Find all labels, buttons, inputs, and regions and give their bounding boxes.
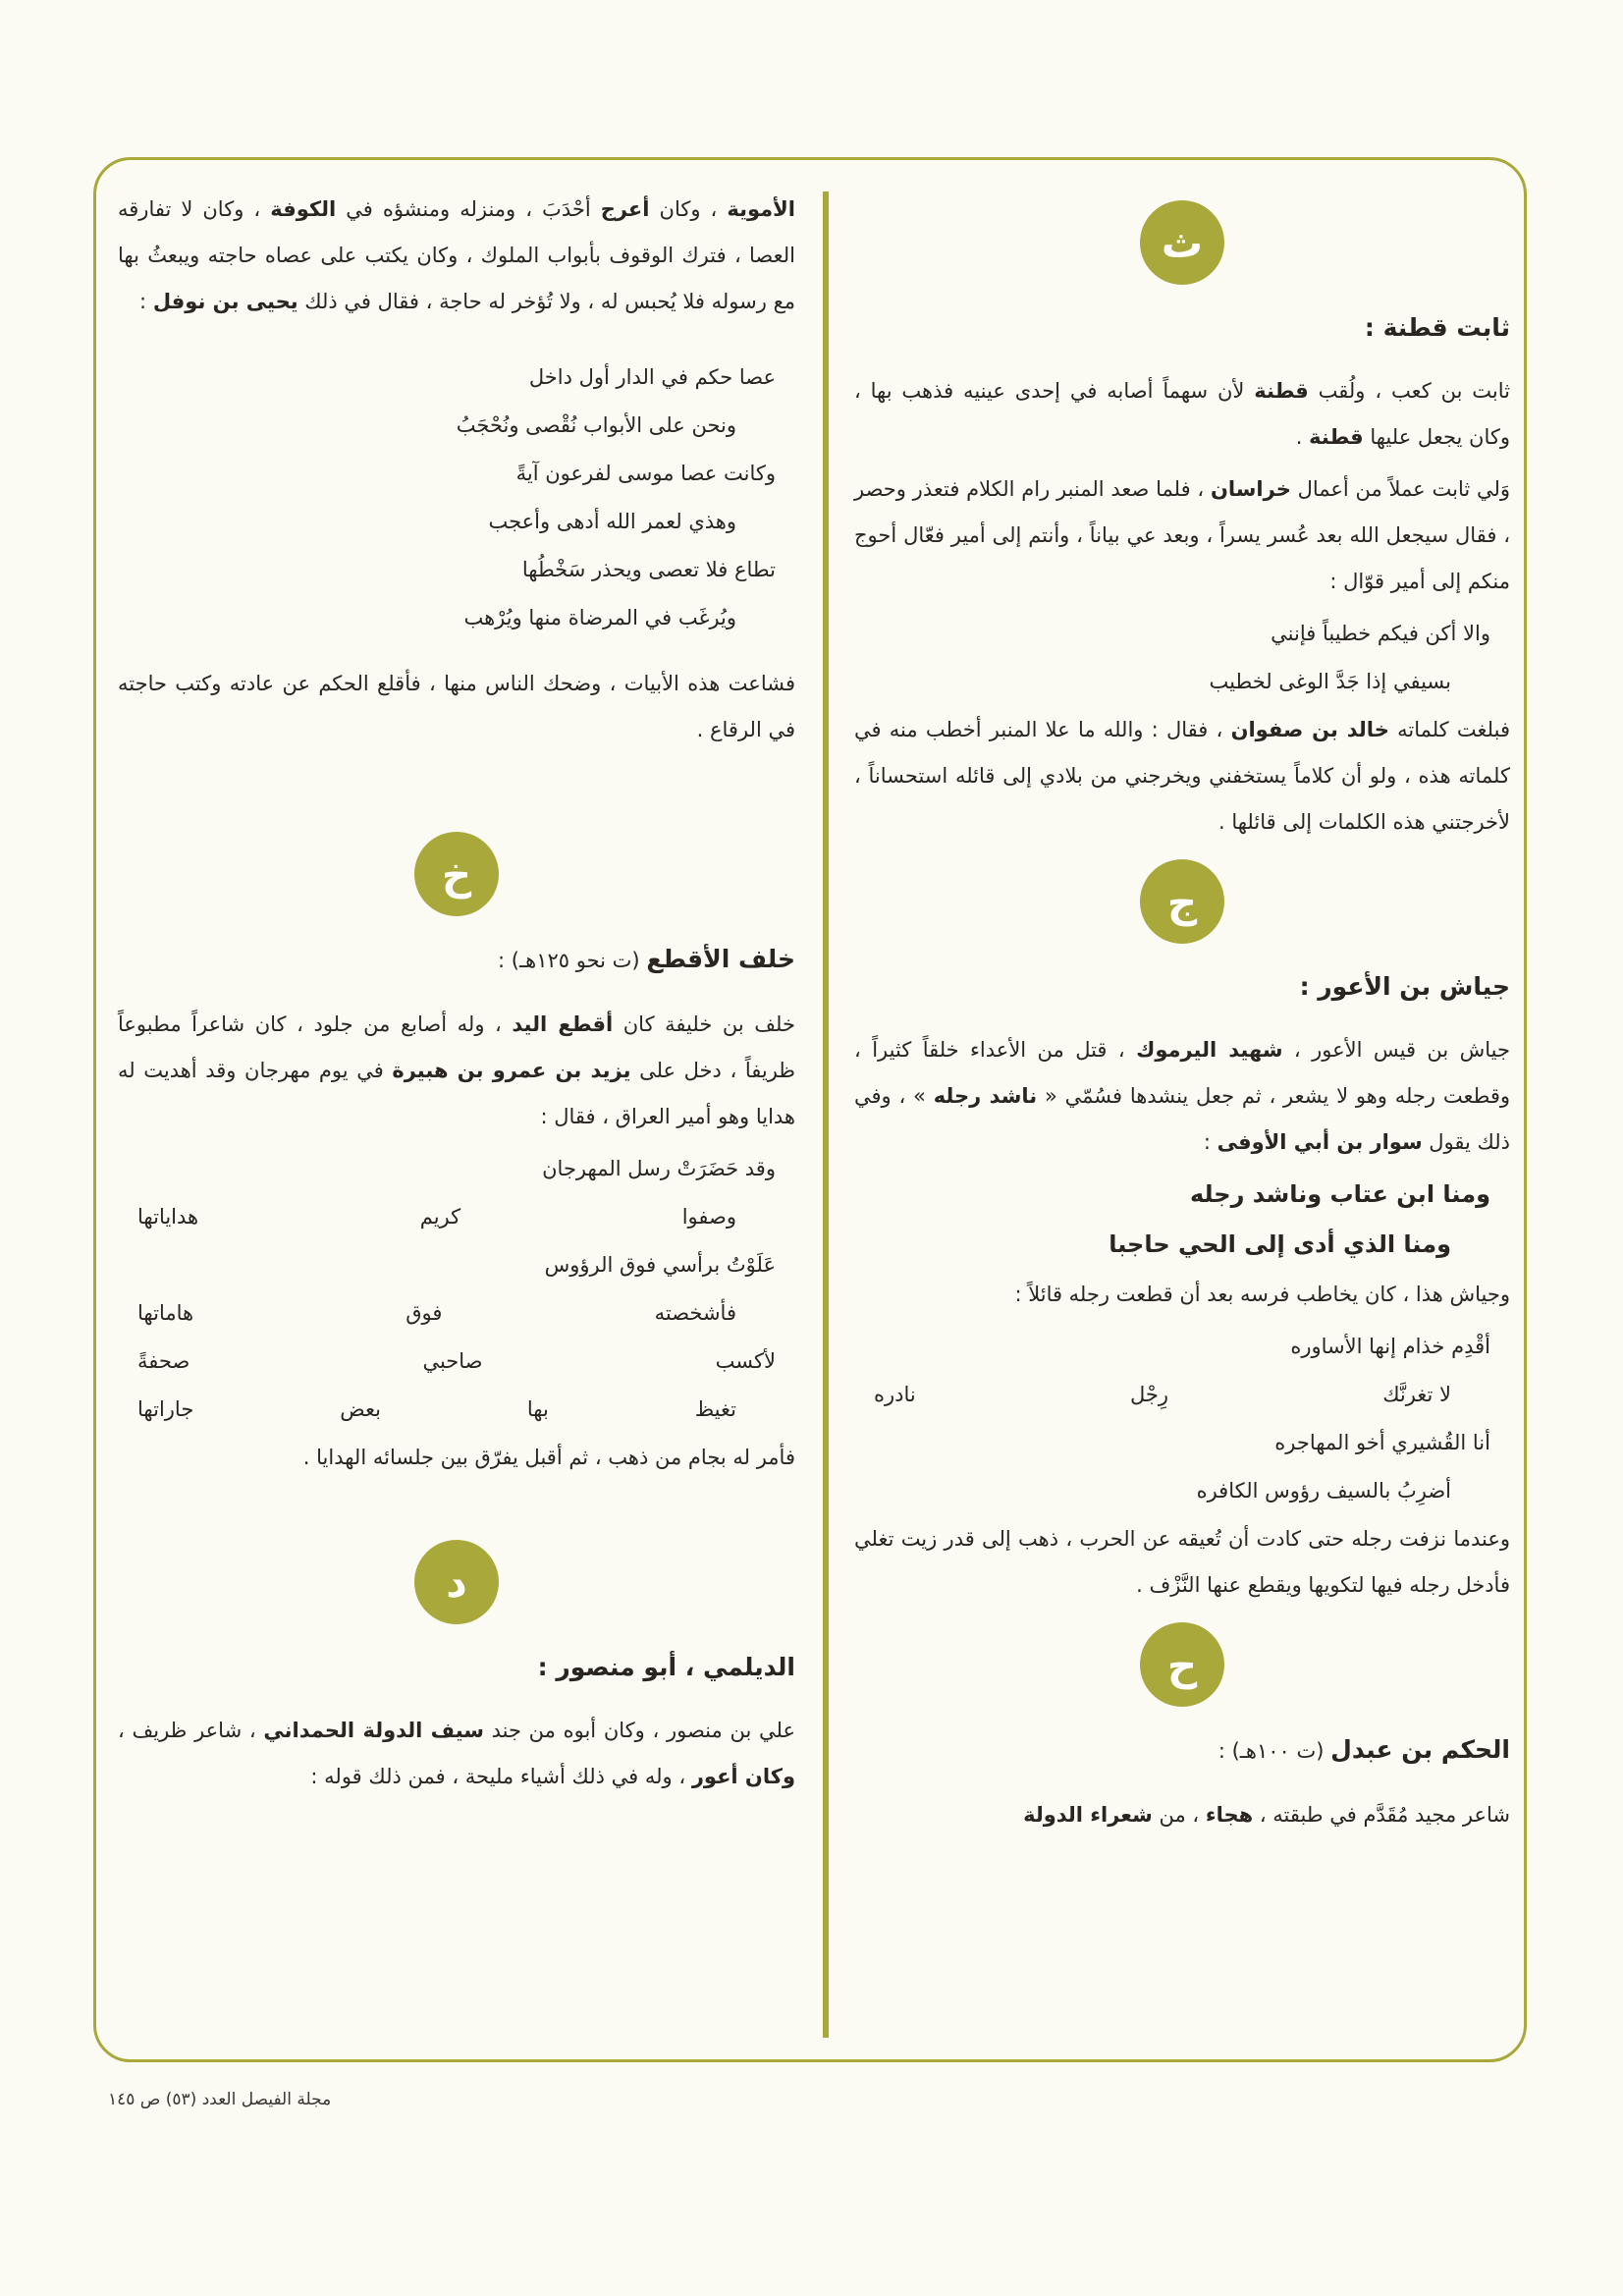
paragraph: فأمر له بجام من ذهب ، ثم أقبل يفرّق بين جلسائه الهدايا . <box>302 1446 795 1469</box>
paragraph: فشاعت هذه الأبيات ، وضحك الناس منها ، فأقلع الحكم عن عادته وكتب حاجته في الرقاع . <box>118 672 795 741</box>
verse-line: وقد حَضَرَتْ رسل المهرجان <box>542 1157 776 1180</box>
paragraph: شاعر مجيد مُقَدَّم في طبقته ، هجاء ، من شعراء الدولة <box>1023 1803 1510 1827</box>
verse-line: لأكسب صاحبي صحفةً <box>137 1349 776 1373</box>
entry-title-daylami: الديلمي ، أبو منصور : <box>537 1653 795 1681</box>
paragraph: ثابت بن كعب ، ولُقب قطنة لأن سهماً أصابه في إحدى عينيه فذهب بها ، وكان يجعل عليها قطنة . <box>854 379 1510 449</box>
verse-line: بسيفي إذا جَدَّ الوغى لخطيب <box>1209 670 1451 693</box>
verse-line: والا أكن فيكم خطيباً فإنني <box>1271 622 1490 645</box>
column-divider <box>823 191 829 2038</box>
verse-line: أضرِبُ بالسيف رؤوس الكافره <box>1196 1479 1451 1503</box>
paragraph: الأموية ، وكان أعرج أحْدَبَ ، ومنزله ومنشؤه في الكوفة ، وكان لا تفارقه العصا ، فترك الوقوف بأبواب الملوك ، وكان يكتب على عصاه حاجته ويبعثُ بها مع رسوله فلا يُحبس له ، ولا تُؤخر له حاجة ، فقال في ذلك يحيى بن نوفل : <box>118 197 795 313</box>
verse-line: أقْدِم خذام إنها الأساوره <box>1290 1335 1490 1358</box>
page-footer: مجلة الفيصل العدد (٥٣) ص ١٤٥ <box>108 2090 332 2109</box>
entry-title-khalaf: خلف الأقطع (ت نحو ١٢٥هـ) : <box>498 945 795 973</box>
paragraph: وعندما نزفت رجله حتى كادت أن تُعيقه عن الحرب ، ذهب إلى قدر زيت تغلي فأدخل رجله فيها لتكويها ويقطع عنها النَّزْف . <box>854 1527 1510 1597</box>
right-column <box>854 187 1510 1844</box>
verse-line: ومنا ابن عتاب وناشد رجله <box>1189 1180 1490 1208</box>
paragraph: خلف بن خليفة كان أقطع اليد ، وله أصابع من جلود ، كان شاعراً مطبوعاً ظريفاً ، دخل على يزيد بن عمرو بن هبيرة في يوم مهرجان وقد أهديت له هدايا وهو أمير العراق ، فقال : <box>118 1012 796 1128</box>
verse-line: عصا حكم في الدار أول داخل <box>528 365 776 389</box>
letter-badge-jim: ج <box>1140 859 1224 944</box>
verse-line: ونحن على الأبواب نُقْصى ونُحْجَبُ <box>456 413 736 437</box>
letter-badge-ha: ح <box>1140 1622 1224 1707</box>
entry-title-hakam: الحكم بن عبدل (ت ١٠٠هـ) : <box>1217 1735 1510 1764</box>
verse-line: وصفوا كريم هداياتها <box>137 1205 736 1229</box>
entry-title-jayyash: جياش بن الأعور : <box>1299 972 1510 1001</box>
paragraph: علي بن منصور ، وكان أبوه من جند سيف الدولة الحمداني ، شاعر ظريف ، وكان أعور ، وله في ذلك أشياء مليحة ، فمن ذلك قوله : <box>118 1719 795 1788</box>
verse-line: ومنا الذي أدى إلى الحي حاجبا <box>1109 1230 1451 1258</box>
letter-badge-kha: خ <box>414 832 499 916</box>
verse-line: وكانت عصا موسى لفرعون آيةً <box>515 462 776 485</box>
letter-badge-dal: د <box>414 1540 499 1624</box>
letter-badge-tha: ث <box>1140 200 1224 285</box>
verse-line: عَلَوْتُ برأسي فوق الرؤوس <box>544 1253 776 1277</box>
paragraph: جياش بن قيس الأعور ، شهيد اليرموك ، قتل من الأعداء خلقاً كثيراً ، وقطعت رجله وهو لا يشعر ، ثم جعل ينشدها فسُمّي « ناشد رجله » ، وفي ذلك يقول سوار بن أبي الأوفى : <box>854 1038 1510 1154</box>
verse-line: أنا القُشيري أخو المهاجره <box>1274 1431 1490 1454</box>
verse-line: لا تغرنَّك رِجْل نادره <box>874 1383 1451 1406</box>
verse-line: ويُرغَب في المرضاة منها ويُرْهب <box>463 606 736 629</box>
paragraph: وجياش هذا ، كان يخاطب فرسه بعد أن قطعت رجله قائلاً : <box>1014 1283 1510 1306</box>
entry-title-thabit: ثابت قطنة : <box>1364 313 1510 342</box>
verse-line: تطاع فلا تعصى ويحذر سَخْطُها <box>521 558 776 581</box>
paragraph: فبلغت كلماته خالد بن صفوان ، فقال : والله ما علا المنبر أخطب منه في كلماته هذه ، ولو أن كلاماً يستخفني ويخرجني من بلادي إلى قائله استحساناً ، لأخرجتني هذه الكلمات إلى قائلها . <box>854 718 1510 834</box>
left-column <box>118 187 795 1806</box>
paragraph: وَلي ثابت عملاً من أعمال خراسان ، فلما صعد المنبر رام الكلام فتعذر وحصر ، فقال سيجعل الله بعد عُسر يسراً ، وبعد عي بياناً ، وأنتم إلى أمير فعّال أحوج منكم إلى أمير قوّال : <box>854 477 1510 593</box>
verse-line: تغيظ بها بعض جاراتها <box>137 1397 736 1421</box>
verse-line: فأشخصته فوق هاماتها <box>137 1301 736 1325</box>
verse-line: وهذي لعمر الله أدهى وأعجب <box>488 510 736 533</box>
